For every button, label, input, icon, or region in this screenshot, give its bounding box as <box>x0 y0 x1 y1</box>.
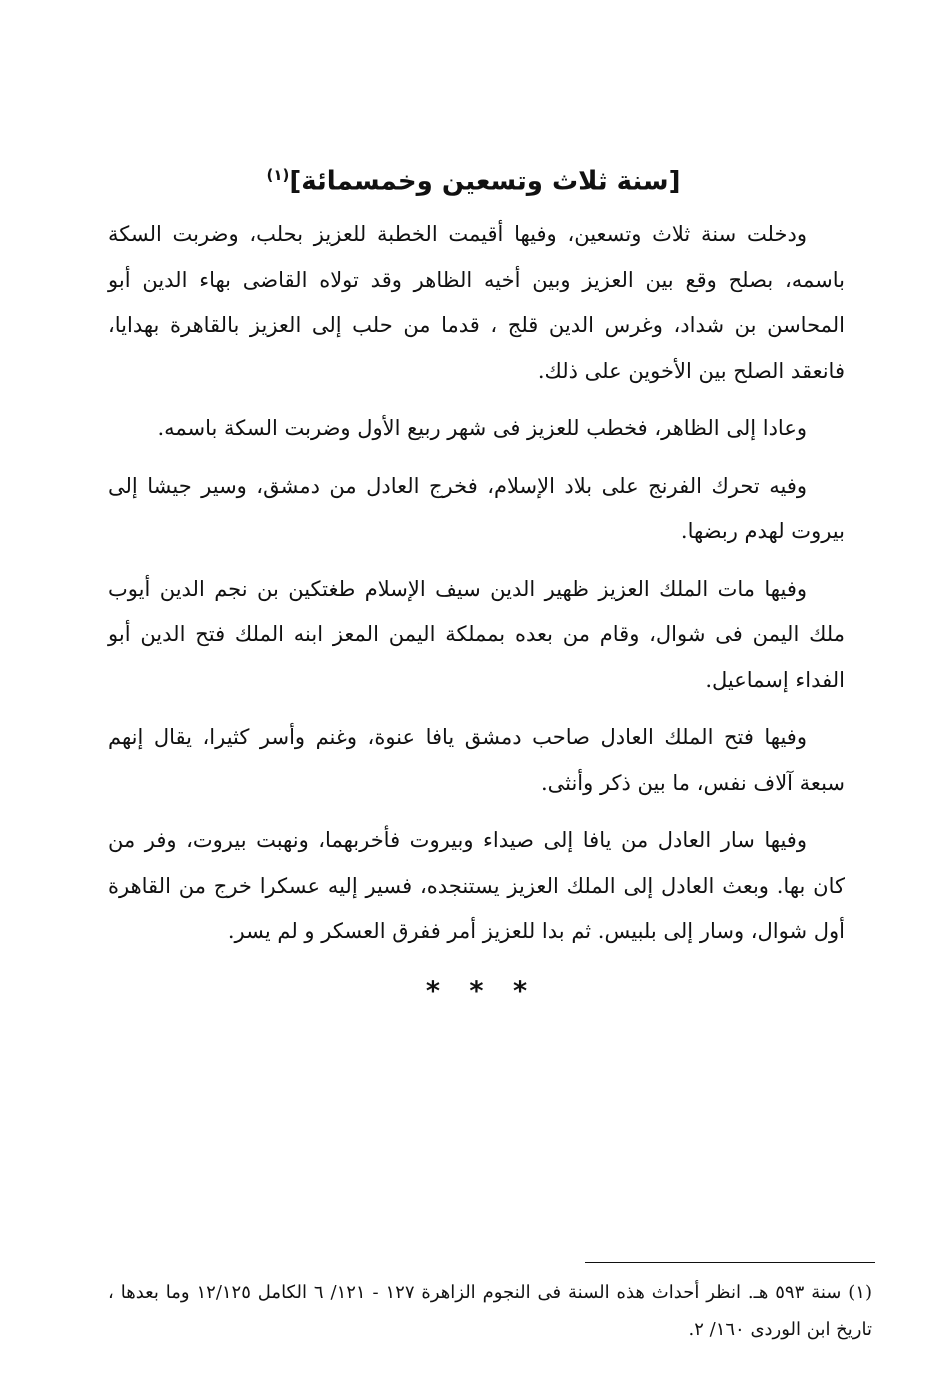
paragraph: وفيها سار العادل من يافا إلى صيداء وبيروت فأخربهما، ونهبت بيروت، وفر من كان بها. وبعث العادل إلى الملك العزيز يستنجده، فسير إليه عسكرا خرج من القاهرة أول شوال، وسار إلى بلبيس. ثم بدا للعزيز أمر ففرق العسكر و لم يسر. <box>108 828 845 943</box>
footnote-text: (١) سنة ٥٩٣ هـ. انظر أحداث هذه السنة فى النجوم الزاهرة ١٢٧ - ١٢١/ ٦ الكامل ١٢/١٢٥ وما بعدها ، تاريخ ابن الوردى ١٦٠/ ٢. <box>108 1282 872 1340</box>
section-heading <box>110 150 837 207</box>
footnote-reference[interactable]: (١) <box>266 166 290 184</box>
section-separator: * * * <box>425 975 528 1007</box>
footnote <box>108 1274 872 1348</box>
footnote-divider <box>585 1262 875 1263</box>
paragraph: وفيها مات الملك العزيز ظهير الدين سيف الإسلام طغتكين بن نجم الدين أيوب ملك اليمن فى شوال، وقام من بعده بمملكة اليمن المعز ابنه الملك فتح الدين أبو الفداء إسماعيل. <box>108 576 845 692</box>
heading-title: [سنة ثلاث وتسعين وخمسمائة] <box>289 166 681 197</box>
paragraph: ودخلت سنة ثلاث وتسعين، وفيها أقيمت الخطبة للعزيز بحلب، وضربت السكة باسمه، بصلح وقع بين العزيز وبين أخيه الظاهر وقد تولاه القاضى بهاء الدين أبو المحاسن بن شداد، وغرس الدين قلج ، قدما من حلب إلى العزيز بالقاهرة بهدايا، فانعقد الصلح بين الأخوين على ذلك. <box>108 222 845 383</box>
paragraph: وعادا إلى الظاهر، فخطب للعزيز فى شهر ربيع الأول وضربت السكة باسمه. <box>157 416 807 440</box>
paragraph: وفيه تحرك الفرنج على بلاد الإسلام، فخرج العادل من دمشق، وسير جيشا إلى بيروت لهدم ربضها. <box>108 473 845 543</box>
paragraph: وفيها فتح الملك العادل صاحب دمشق يافا عنوة، وغنم وأسر كثيرا، يقال إنهم سبعة آلاف نفس، ما بين ذكر وأنثى. <box>108 725 845 795</box>
main-text <box>108 212 845 1017</box>
